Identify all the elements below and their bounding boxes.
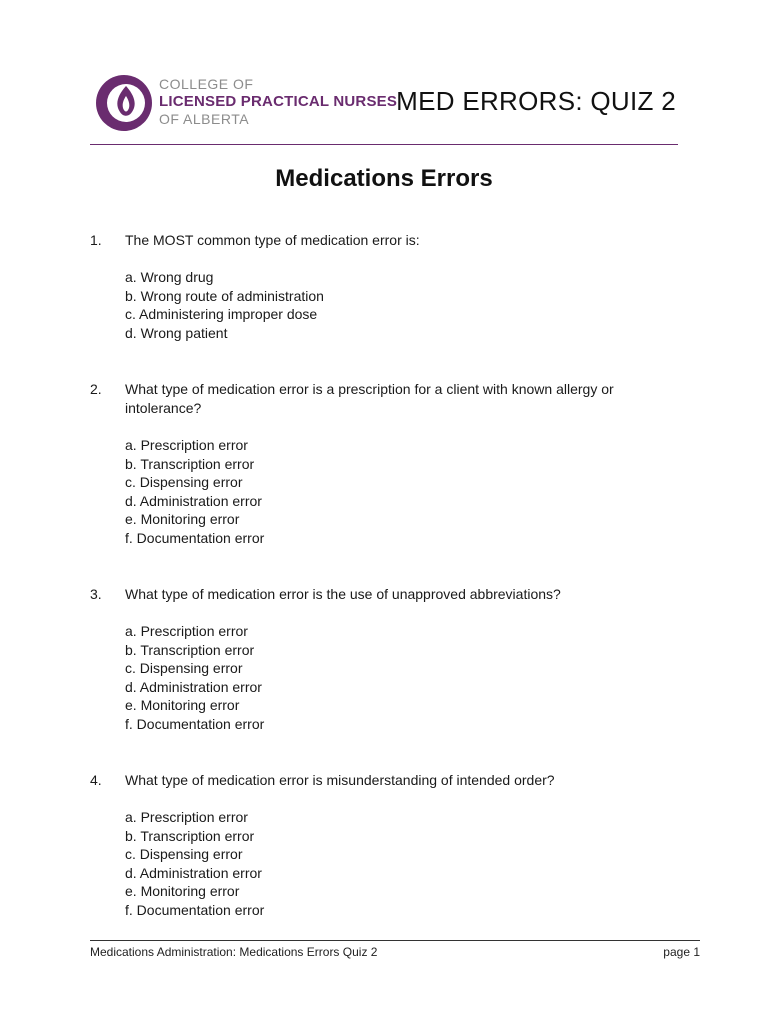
- question-text: What type of medication error is misunderstanding of intended order?: [125, 772, 555, 788]
- question-number: 2.: [90, 381, 102, 397]
- answer-option[interactable]: c. Dispensing error: [125, 474, 243, 491]
- answer-options: [125, 436, 264, 548]
- question-number: 4.: [90, 772, 102, 788]
- question-number: 3.: [90, 586, 102, 602]
- answer-option[interactable]: e. Monitoring error: [125, 697, 240, 714]
- page-title: Medications Errors: [275, 165, 493, 192]
- answer-option[interactable]: d. Administration error: [125, 678, 262, 695]
- org-name-line2: LICENSED PRACTICAL NURSES: [159, 93, 398, 110]
- answer-option[interactable]: b. Transcription error: [125, 827, 255, 844]
- answer-option[interactable]: b. Transcription error: [125, 455, 255, 472]
- header-divider: [90, 144, 678, 145]
- answer-options: [125, 268, 324, 342]
- footer-divider: [90, 940, 700, 941]
- answer-option[interactable]: c. Administering improper dose: [125, 306, 318, 323]
- question-text: What type of medication error is the use of unapproved abbreviations?: [125, 586, 561, 602]
- answer-option[interactable]: c. Dispensing error: [125, 846, 243, 863]
- answer-option[interactable]: d. Administration error: [125, 864, 262, 881]
- document-title: MED ERRORS: QUIZ 2: [396, 86, 676, 116]
- answer-option[interactable]: e. Monitoring error: [125, 511, 240, 528]
- logo-emblem-icon: [93, 72, 155, 134]
- answer-option[interactable]: a. Prescription error: [125, 809, 248, 825]
- answer-option[interactable]: d. Administration error: [125, 492, 262, 509]
- answer-option[interactable]: e. Monitoring error: [125, 883, 240, 900]
- page-number: page 1: [663, 945, 700, 959]
- footer-doc-name: Medications Administration: Medications Errors Quiz 2: [90, 945, 378, 959]
- answer-options: [125, 622, 264, 734]
- org-name: [159, 77, 397, 126]
- question-number: 1.: [90, 232, 102, 248]
- answer-options: [125, 808, 264, 920]
- answer-option[interactable]: b. Transcription error: [125, 641, 255, 658]
- question-text: What type of medication error is a prescription for a client with known allergy or intolerance?: [125, 381, 614, 416]
- answer-option[interactable]: c. Dispensing error: [125, 660, 243, 677]
- answer-option[interactable]: f. Documentation error: [125, 529, 265, 546]
- org-logo: [93, 72, 398, 134]
- answer-option[interactable]: d. Wrong patient: [125, 324, 228, 341]
- org-name-line1: COLLEGE OF: [159, 76, 254, 92]
- answer-option[interactable]: a. Prescription error: [125, 623, 248, 639]
- answer-option[interactable]: a. Wrong drug: [125, 269, 214, 285]
- question-text: The MOST common type of medication error is:: [125, 232, 420, 248]
- answer-option[interactable]: f. Documentation error: [125, 715, 265, 732]
- org-name-line3: OF ALBERTA: [159, 111, 250, 127]
- answer-option[interactable]: a. Prescription error: [125, 437, 248, 453]
- answer-option[interactable]: b. Wrong route of administration: [125, 287, 324, 304]
- answer-option[interactable]: f. Documentation error: [125, 901, 265, 918]
